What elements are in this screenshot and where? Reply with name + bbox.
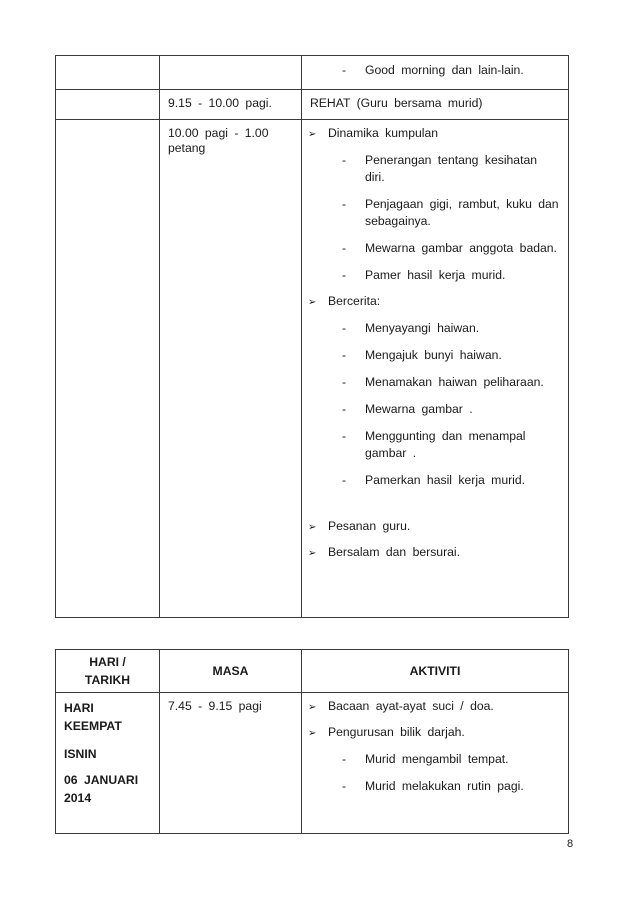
bullet-item xyxy=(308,294,568,310)
table-row xyxy=(56,120,569,618)
activity-cell xyxy=(302,120,569,618)
sub-item: Pamer hasil kerja murid. xyxy=(365,268,506,282)
sub-item: Murid melakukan rutin pagi. xyxy=(365,779,524,793)
dash-marker: - xyxy=(341,429,346,443)
sub-item: Menggunting dan menampal gambar . xyxy=(365,429,526,460)
sub-item: Menyayangi haiwan. xyxy=(365,321,480,335)
page-number: 8 xyxy=(567,838,574,850)
sub-item: Penerangan tentang kesihatan diri. xyxy=(365,153,538,184)
time-cell xyxy=(160,90,302,120)
dash-marker: - xyxy=(341,779,346,793)
arrow-bullet-icon: ➢ xyxy=(308,522,317,533)
day-cell xyxy=(56,693,160,834)
activity-cell xyxy=(302,693,569,834)
bullet-label: Pesanan guru. xyxy=(328,519,411,533)
activity-item: Good morning dan lain-lain. xyxy=(365,63,524,77)
day-cell xyxy=(56,56,160,90)
table-row xyxy=(56,693,569,834)
header-row xyxy=(56,650,569,693)
day-label: HARI KEEMPAT xyxy=(64,701,122,733)
activity-list xyxy=(302,693,568,795)
bullet-label: Bersalam dan bersurai. xyxy=(328,545,460,559)
dash-marker: - xyxy=(341,375,346,389)
bullet-label: Bacaan ayat-ayat suci / doa. xyxy=(328,699,494,713)
activity-cell xyxy=(302,90,569,120)
day-cell xyxy=(56,90,160,120)
time-cell xyxy=(160,693,302,834)
sub-item: Menamakan haiwan peliharaan. xyxy=(365,375,544,389)
bullet-item xyxy=(308,519,568,535)
bullet-item xyxy=(308,725,568,741)
time-text: 10.00 pagi - 1.00 petang xyxy=(168,126,269,155)
time-cell xyxy=(160,120,302,618)
table-row xyxy=(56,90,569,120)
dash-marker: - xyxy=(341,153,346,167)
activity-list xyxy=(302,120,568,561)
bullet-item xyxy=(308,126,568,142)
header-time: MASA xyxy=(160,650,302,693)
dash-marker: - xyxy=(341,321,346,335)
header-activity: AKTIVITI xyxy=(302,650,569,693)
sub-item: Mengajuk bunyi haiwan. xyxy=(365,348,502,362)
arrow-bullet-icon: ➢ xyxy=(308,297,317,308)
dash-marker: - xyxy=(341,197,346,211)
bullet-item xyxy=(308,699,568,715)
sub-item: Pamerkan hasil kerja murid. xyxy=(365,473,526,487)
schedule-table-day-four xyxy=(55,649,569,834)
header-day: HARI / TARIKH xyxy=(56,650,160,693)
date-label: 06 JANUARI 2014 xyxy=(64,773,139,805)
time-cell xyxy=(160,56,302,90)
day-cell xyxy=(56,120,160,618)
sub-item: Mewarna gambar . xyxy=(365,402,473,416)
table-row xyxy=(56,56,569,90)
bullet-label: Bercerita: xyxy=(328,294,381,308)
arrow-bullet-icon: ➢ xyxy=(308,548,317,559)
bullet-item xyxy=(308,545,568,561)
dash-marker: - xyxy=(341,752,346,766)
weekday-label: ISNIN xyxy=(64,747,97,761)
dash-marker: - xyxy=(341,473,346,487)
time-text: 9.15 - 10.00 pagi. xyxy=(168,96,272,110)
sub-item: Murid mengambil tempat. xyxy=(365,752,509,766)
sub-item: Penjagaan gigi, rambut, kuku dan sebagainya. xyxy=(365,197,559,228)
bullet-label: Dinamika kumpulan xyxy=(328,126,439,140)
time-text: 7.45 - 9.15 pagi xyxy=(168,699,262,713)
dash-marker: - xyxy=(341,348,346,362)
dash-marker: - xyxy=(341,268,346,282)
dash-marker: - xyxy=(341,402,346,416)
bullet-label: Pengurusan bilik darjah. xyxy=(328,725,465,739)
dash-marker: - xyxy=(341,241,346,255)
schedule-table-continued xyxy=(55,55,569,618)
arrow-bullet-icon: ➢ xyxy=(308,129,317,140)
activity-text: REHAT (Guru bersama murid) xyxy=(310,96,483,110)
arrow-bullet-icon: ➢ xyxy=(308,702,317,713)
sub-item: Mewarna gambar anggota badan. xyxy=(365,241,557,255)
arrow-bullet-icon: ➢ xyxy=(308,728,317,739)
dash-marker: - xyxy=(341,63,346,77)
activity-cell xyxy=(302,56,569,90)
